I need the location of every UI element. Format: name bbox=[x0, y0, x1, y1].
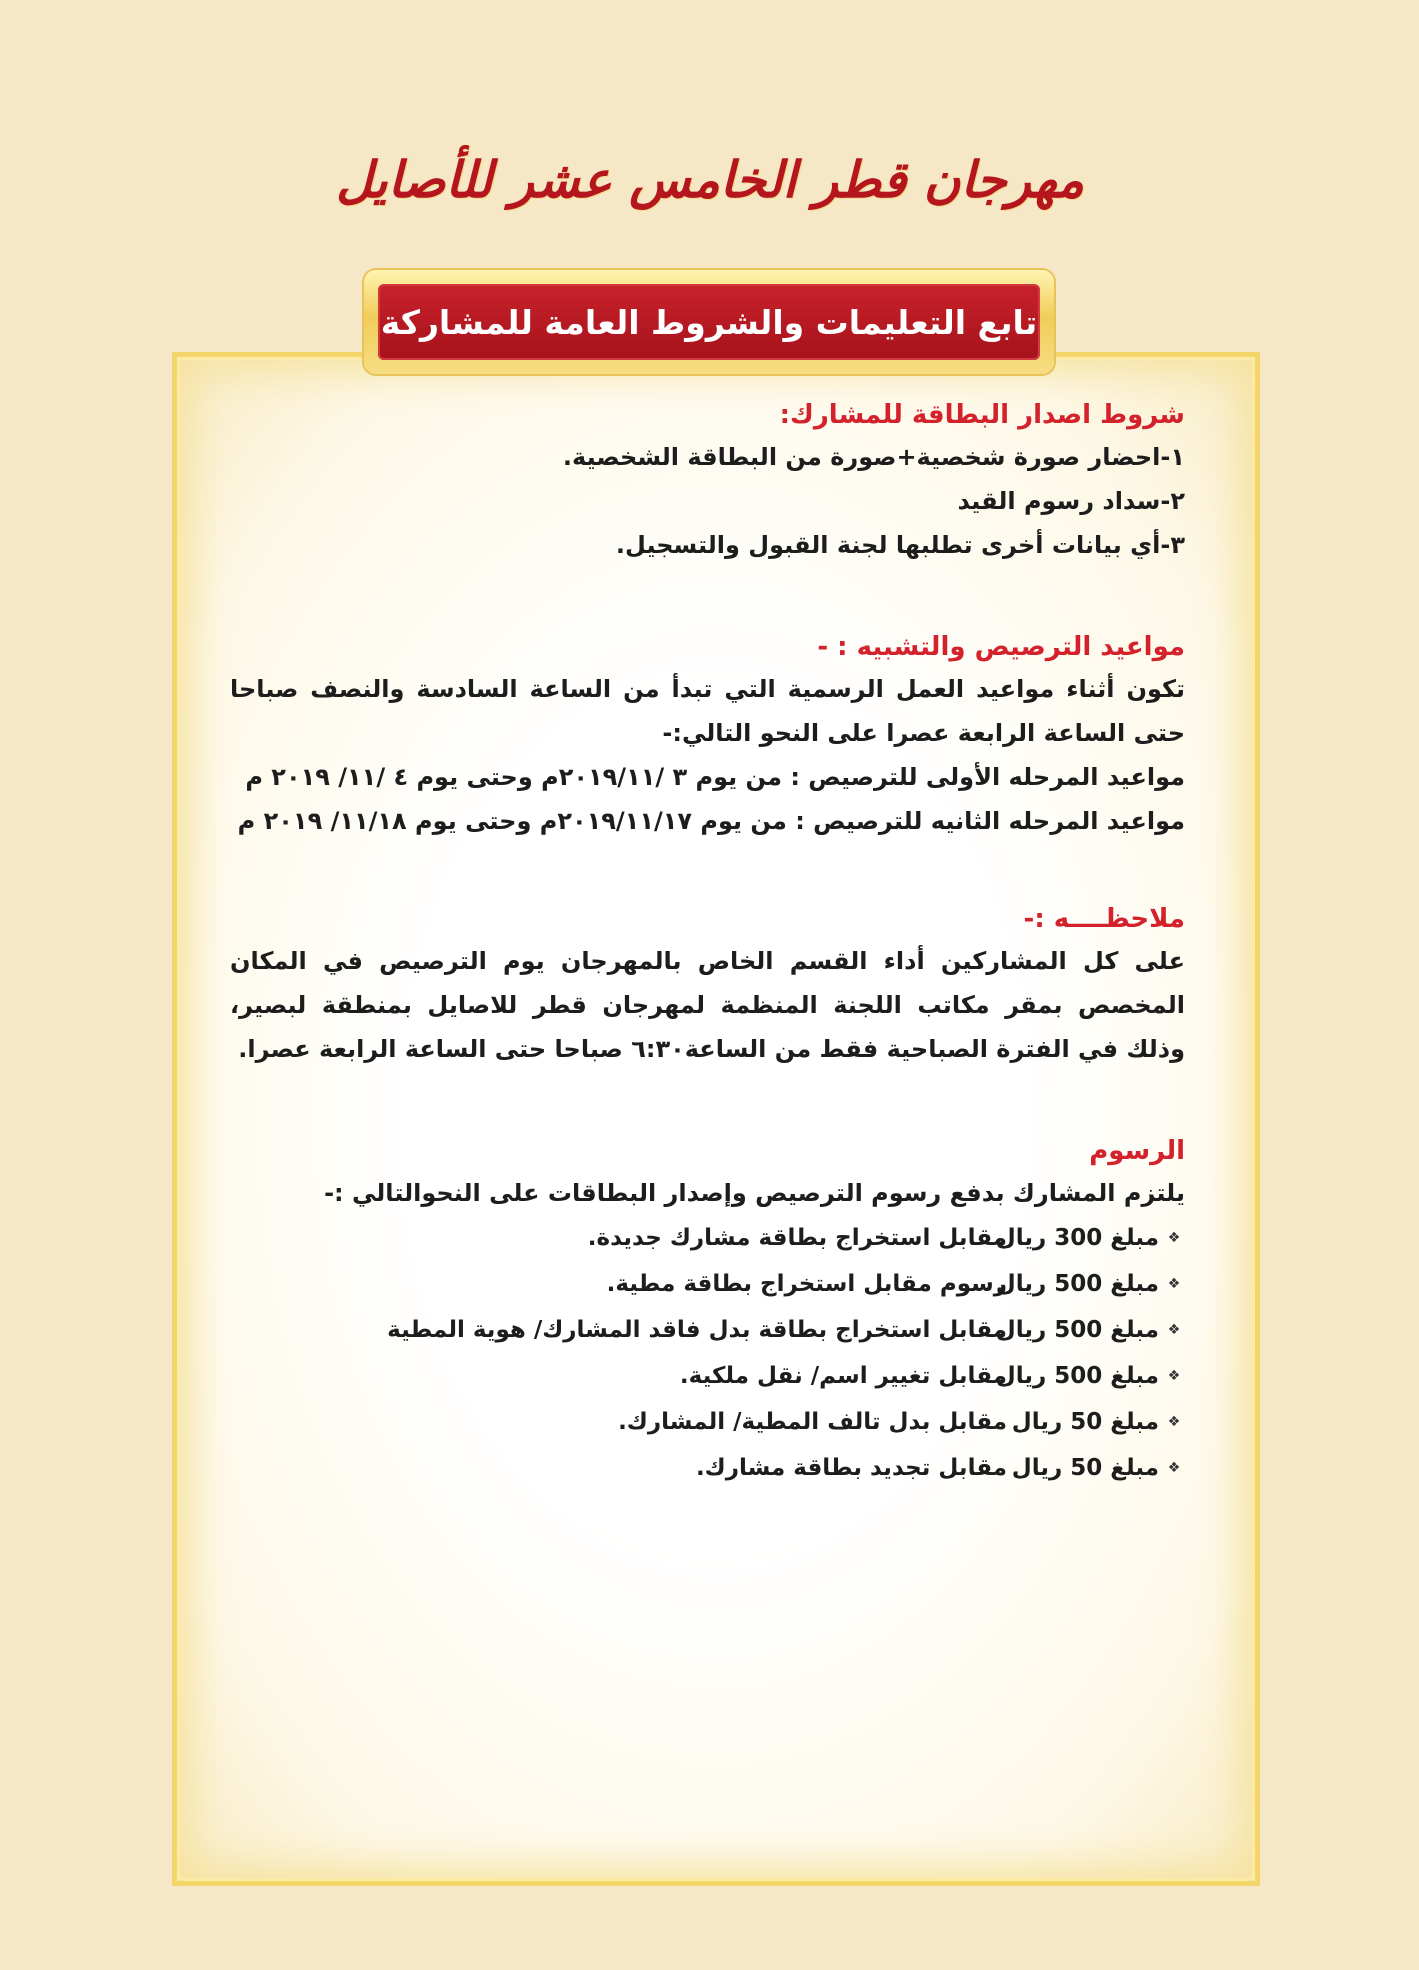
section-spacer bbox=[230, 567, 1185, 627]
fee-description: رسوم مقابل استخراج بطاقة مطية. bbox=[606, 1271, 1007, 1297]
fee-amount: مبلغ 50 ريال bbox=[1011, 1409, 1159, 1435]
section-heading-schedule: مواعيد الترصيص والتشبيه : - bbox=[817, 632, 1185, 662]
schedule-line-1: تكون أثناء مواعيد العمل الرسمية التي تبدأ من الساعة السادسة والنصف صباحا bbox=[230, 675, 1185, 703]
festival-title: مهرجان قطر الخامس عشر للأصايل bbox=[335, 150, 1085, 209]
bullet-icon: ❖ bbox=[1167, 1460, 1181, 1476]
fee-amount: مبلغ 300 ريال bbox=[995, 1225, 1159, 1251]
content-body bbox=[230, 395, 1185, 1491]
note-line-2: المخصص بمقر مكاتب اللجنة المنظمة لمهرجان قطر للاصايل بمنطقة لبصير، bbox=[230, 991, 1185, 1019]
section-heading-card-conditions: شروط اصدار البطاقة للمشارك: bbox=[779, 400, 1185, 430]
fee-amount: مبلغ 500 ريال bbox=[995, 1271, 1159, 1297]
fee-amount: مبلغ 50 ريال bbox=[1011, 1455, 1159, 1481]
fee-amount: مبلغ 500 ريال bbox=[995, 1363, 1159, 1389]
bullet-icon: ❖ bbox=[1167, 1322, 1181, 1338]
fee-item bbox=[230, 1307, 1185, 1353]
fee-description: مقابل تغيير اسم/ نقل ملكية. bbox=[679, 1363, 1007, 1389]
fee-item bbox=[230, 1353, 1185, 1399]
note-line-1: على كل المشاركين أداء القسم الخاص بالمهرجان يوم الترصيص في المكان bbox=[230, 947, 1185, 975]
banner-text: تابع التعليمات والشروط العامة للمشاركة bbox=[380, 302, 1038, 342]
schedule-line-2: حتى الساعة الرابعة عصرا على النحو التالي:- bbox=[662, 719, 1185, 747]
card-condition-1: ١-احضار صورة شخصية+صورة من البطاقة الشخصية. bbox=[562, 443, 1185, 471]
schedule-phase-2: مواعيد المرحله الثانيه للترصيص : من يوم ٢٠١٩/١١/١٧م وحتى يوم ١١/١٨/ ٢٠١٩ م bbox=[237, 807, 1185, 835]
fee-description: مقابل بدل تالف المطية/ المشارك. bbox=[618, 1409, 1007, 1435]
section-heading-fees: الرسوم bbox=[1089, 1136, 1185, 1166]
title-banner bbox=[364, 270, 1054, 374]
fee-item bbox=[230, 1261, 1185, 1307]
card-condition-3: ٣-أي بيانات أخرى تطلبها لجنة القبول والتسجيل. bbox=[615, 531, 1185, 559]
fee-item bbox=[230, 1215, 1185, 1261]
fee-description: مقابل تجديد بطاقة مشارك. bbox=[695, 1455, 1007, 1481]
fees-intro: يلتزم المشارك بدفع رسوم الترصيص وإصدار البطاقات على النحوالتالي :- bbox=[324, 1179, 1185, 1207]
section-spacer bbox=[230, 843, 1185, 899]
bullet-icon: ❖ bbox=[1167, 1368, 1181, 1384]
fee-description: مقابل استخراج بطاقة بدل فاقد المشارك/ هوية المطية bbox=[387, 1317, 1007, 1343]
fee-item bbox=[230, 1399, 1185, 1445]
card-condition-2: ٢-سداد رسوم القيد bbox=[957, 487, 1185, 515]
bullet-icon: ❖ bbox=[1167, 1276, 1181, 1292]
fee-description: مقابل استخراج بطاقة مشارك جديدة. bbox=[587, 1225, 1007, 1251]
bullet-icon: ❖ bbox=[1167, 1414, 1181, 1430]
schedule-phase-1: مواعيد المرحله الأولى للترصيص : من يوم ٣ /٢٠١٩/١١م وحتى يوم ٤ /١١/ ٢٠١٩ م bbox=[245, 763, 1185, 791]
fee-amount: مبلغ 500 ريال bbox=[995, 1317, 1159, 1343]
bullet-icon: ❖ bbox=[1167, 1230, 1181, 1246]
section-heading-note: ملاحظــــه :- bbox=[1023, 904, 1185, 934]
note-line-3: وذلك في الفترة الصباحية فقط من الساعة٦:٣٠ صباحا حتى الساعة الرابعة عصرا. bbox=[238, 1035, 1185, 1063]
title-banner-inner bbox=[378, 284, 1040, 360]
fee-item bbox=[230, 1445, 1185, 1491]
section-spacer bbox=[230, 1071, 1185, 1131]
